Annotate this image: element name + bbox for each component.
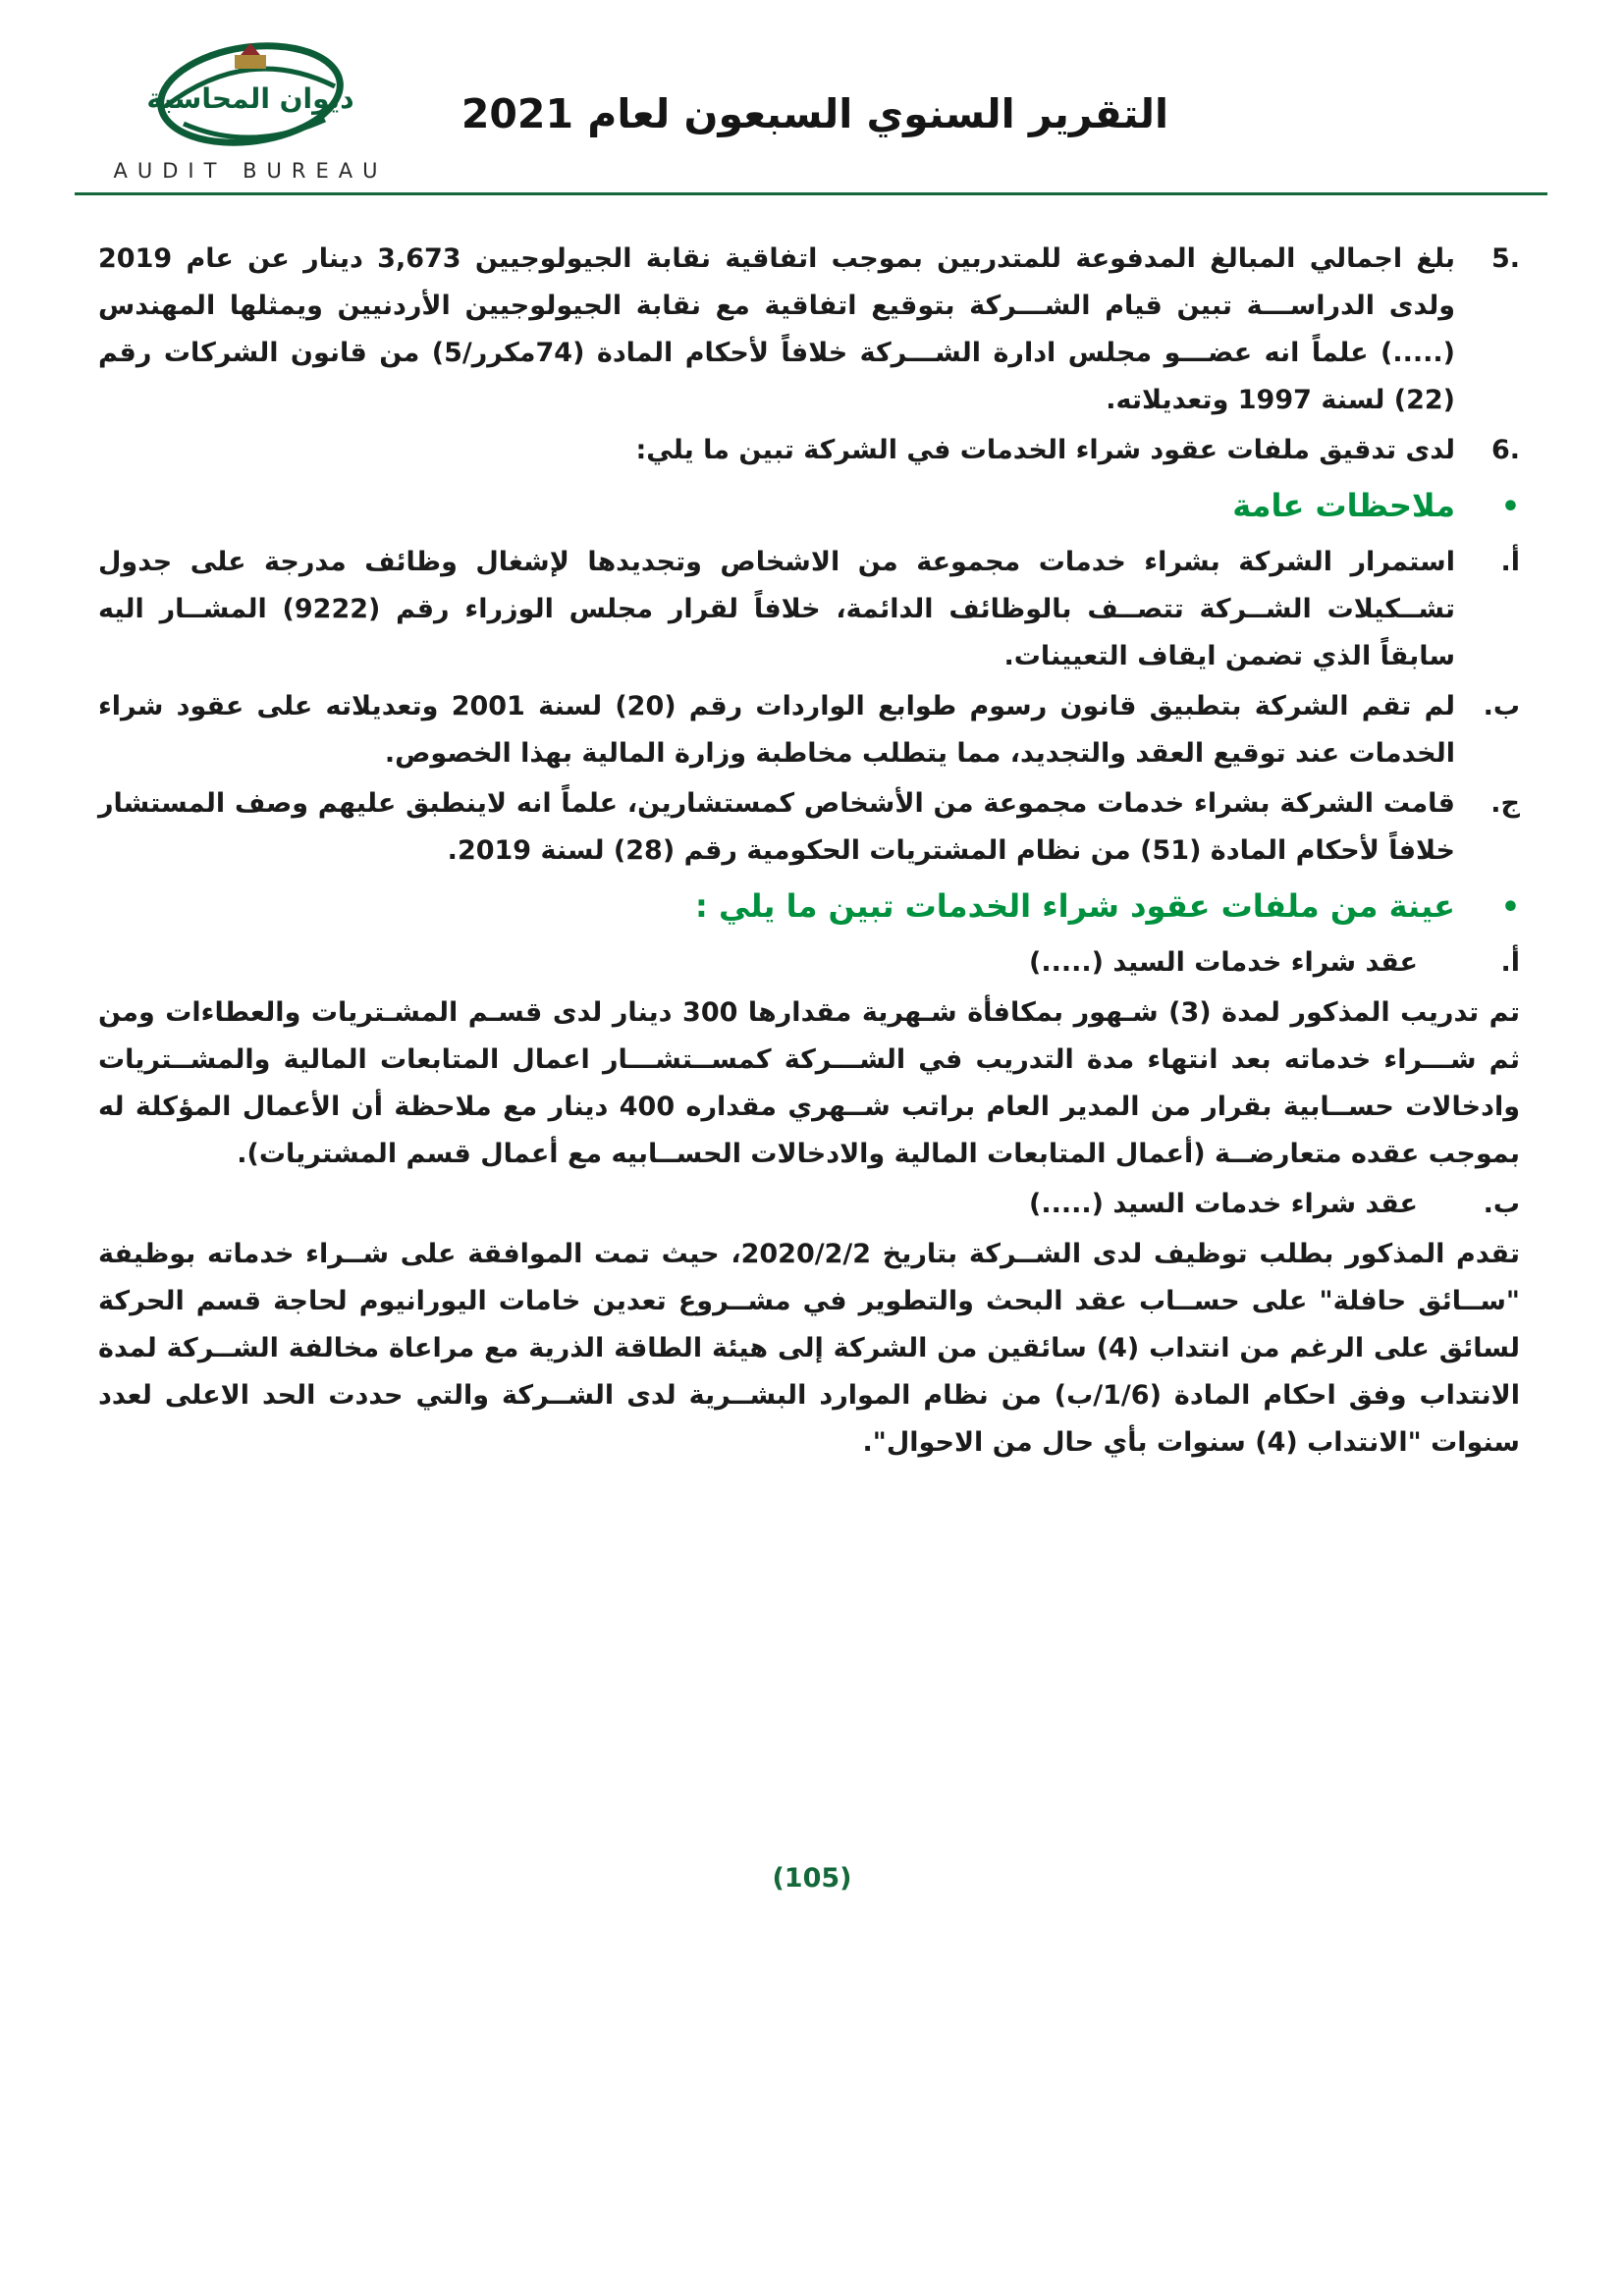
header-divider [75, 192, 1547, 195]
item-a-text: استمرار الشركة بشراء خدمات مجموعة من الاشخاص وتجديدها لإشغال وظائف مدرجة على جدول تشــكيلات الشــركة تتصــف بالوظائف الدائمة، خلافاً لقرار مجلس الوزراء رقم (9222) المشــار اليه سابقاً الذي تضمن ايقاف التعيينات. [98, 547, 1455, 671]
item-5-text: بلغ اجمالي المبالغ المدفوعة للمتدربين بموجب اتفاقية نقابة الجيولوجيين 3,673 دينار عن عام 2019 ولدى الدراســـة تبين قيام الشـــركة بتوقيع اتفاقية مع نقابة الجيولوجيين الأردنيين ويمثلها المهندس (.....) علماً انه عضـــو مجلس ادارة الشـــركة خلافاً لأحكام المادة (74مكرر/5) من قانون الشركات رقم (22) لسنة 1997 وتعديلاته. [98, 243, 1455, 415]
sample-a-letter: أ. [1500, 947, 1520, 978]
item-b-text: لم تقم الشركة بتطبيق قانون رسوم طوابع الواردات رقم (20) لسنة 2001 وتعديلاته على عقود شراء الخدمات عند توقيع العقد والتجديد، مما يتطلب مخاطبة وزارة المالية بهذا الخصوص. [98, 691, 1455, 769]
lettered-item-j [98, 780, 1520, 875]
logo-arabic-name: ديوان المحاسبة [146, 82, 354, 115]
item-6-number: 6. [1490, 435, 1520, 465]
bullet-icon: • [1500, 890, 1520, 925]
audit-bureau-logo [103, 29, 398, 183]
item-a-letter: أ. [1500, 547, 1520, 577]
section-title: عينة من ملفات عقود شراء الخدمات تبين ما يلي : [695, 887, 1455, 925]
sample-a-paragraph: تم تدريب المذكور لمدة (3) شـهور بمكافأة شـهرية مقدارها 300 دينار لدى قسـم المشـتريات والعطاءات ومن ثم شـــراء خدماته بعد انتهاء مدة التدريب في الشـــركة كمســتشـــار اعمال المتابعات المالية والمشــتريات وادخالات حســابية بقرار من المدير العام براتب شــهري مقداره 400 دينار مع ملاحظة أن الأعمال المؤكلة له بموجب عقده متعارضــة (أعمال المتابعات المالية والادخالات الحســابيه مع أعمال قسم المشتريات). [98, 997, 1520, 1169]
sample-b-paragraph: تقدم المذكور بطلب توظيف لدى الشــركة بتاريخ 2020/2/2، حيث تمت الموافقة على شــراء خدماته بوظيفة "ســائق حافلة" على حســاب عقد البحث والتطوير في مشــروع تعدين خامات اليورانيوم لحاجة قسم الحركة لسائق على الرغم من انتداب (4) سائقين من الشركة إلى هيئة الطاقة الذرية مع مراعاة مخالفة الشــركة لمدة الانتداب وفق احكام المادة (1/6/ب) من نظام الموارد البشــرية لدى الشــركة والتي حددت الحد الاعلى لعدد سنوات "الانتداب (4) سنوات بأي حال من الاحوال". [98, 1239, 1521, 1458]
report-title: التقرير السنوي السبعون لعام 2021 [460, 90, 1169, 137]
sample-item-a [98, 939, 1520, 987]
item-b-letter: ب. [1483, 691, 1520, 721]
sample-b-title: عقد شراء خدمات السيد (.....) [1029, 1189, 1418, 1219]
item-j-text: قامت الشركة بشراء خدمات مجموعة من الأشخاص كمستشارين، علماً انه لاينطبق عليهم وصف المستشار خلافاً لأحكام المادة (51) من نظام المشتريات الحكومية رقم (28) لسنة 2019. [98, 788, 1455, 866]
page-number: (105) [772, 1863, 852, 1894]
page-content [98, 236, 1520, 1469]
lettered-item-a [98, 539, 1520, 680]
section-title: ملاحظات عامة [1232, 487, 1455, 524]
item-j-letter: ج. [1490, 788, 1520, 819]
logo-emblem-icon [123, 29, 378, 155]
item-6-text: لدى تدقيق ملفات عقود شراء الخدمات في الشركة تبين ما يلي: [635, 435, 1455, 465]
numbered-item-6 [98, 427, 1520, 474]
logo-building-icon [235, 55, 266, 69]
lettered-item-b [98, 683, 1520, 777]
item-5-number: 5. [1490, 243, 1520, 274]
sample-a-title: عقد شراء خدمات السيد (.....) [1029, 947, 1418, 978]
numbered-item-5 [98, 236, 1520, 424]
bullet-icon: • [1500, 490, 1520, 524]
sample-item-b [98, 1181, 1520, 1228]
section-heading-contracts-sample [98, 882, 1520, 932]
logo-english-name: AUDIT BUREAU [113, 159, 388, 183]
sample-b-letter: ب. [1483, 1189, 1520, 1219]
section-heading-general-notes [98, 482, 1520, 531]
